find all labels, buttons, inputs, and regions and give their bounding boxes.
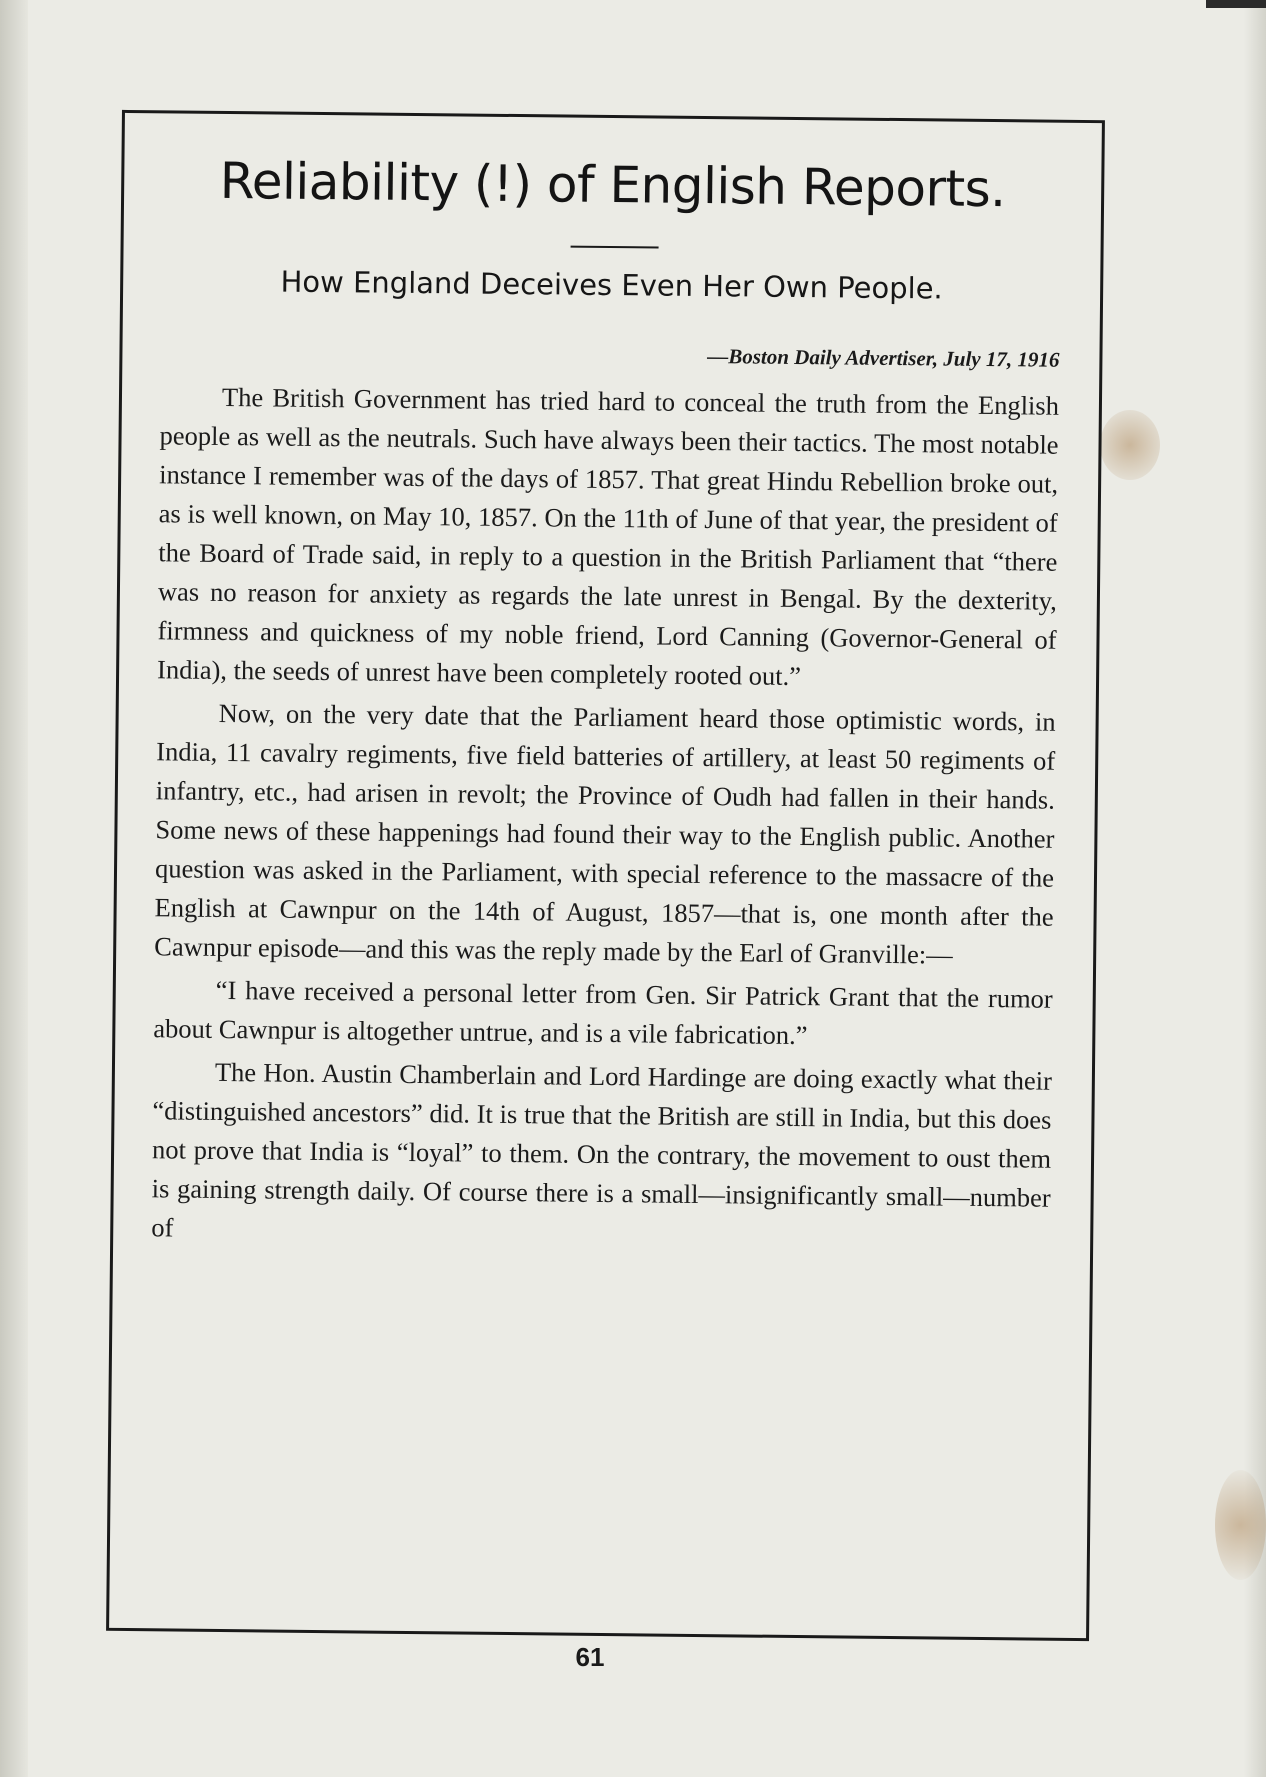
scan-corner: [1206, 0, 1266, 8]
page-edge-left: [0, 0, 28, 1777]
quote-paragraph: “I have received a personal letter from Gen. Sir Patrick Grant that the rumor about Cawnpur is altogether untrue, and is a vile fabrication.”: [153, 974, 1053, 1051]
paragraph: The Hon. Austin Chamberlain and Lord Hardinge are doing exactly what their “distinguished ancestors” did. It is true that the British are still in India, but this does not prove that India is “loyal” to them. On the contrary, the movement to oust them is gaining strength daily. Of course there is a small—insignificantly small—number of: [151, 1056, 1053, 1243]
paragraph: The British Government has tried hard to conceal the truth from the English people as well as the neutrals. Such have always been their tactics. The most notable instance I remember was of the days of 1857. That great Hindu Rebellion broke out, as is well known, on May 10, 1857. On the 11th of June of that year, the president of the Board of Trade said, in reply to a question in the British Parliament that “there was no reason for anxiety as regards the late unrest in Bengal. By the dexterity, firmness and quickness of my noble friend, Lord Canning (Governor-General of India), the seeds of unrest have been completely rooted out.”: [156, 381, 1060, 692]
article-body: [151, 377, 1059, 1256]
paragraph: Now, on the very date that the Parliament heard those optimistic words, in India, 11 cavalry regiments, five field batteries of artillery, at least 50 regiments of infantry, etc., had arisen in revolt; the Province of Oudh had fallen in their hands. Some news of these happenings had found their way to the English public. Another question was asked in the Parliament, with special reference to the massacre of the English at Cawnpur on the 14th of August, 1857—that is, one month after the Cawnpur episode—and this was the reply made by the Earl of Granville:—: [154, 697, 1056, 970]
article-frame: [106, 110, 1105, 1641]
page-number: 61: [575, 1642, 605, 1672]
source-citation: —Boston Daily Advertiser, July 17, 1916: [707, 344, 1060, 372]
title-rule: [571, 246, 659, 249]
article-title: Reliability (!) of English Reports.: [219, 151, 1006, 219]
article-subtitle: How England Deceives Even Her Own People.: [280, 264, 943, 306]
paper-stain: [1100, 410, 1160, 480]
paper-stain: [1215, 1470, 1266, 1580]
